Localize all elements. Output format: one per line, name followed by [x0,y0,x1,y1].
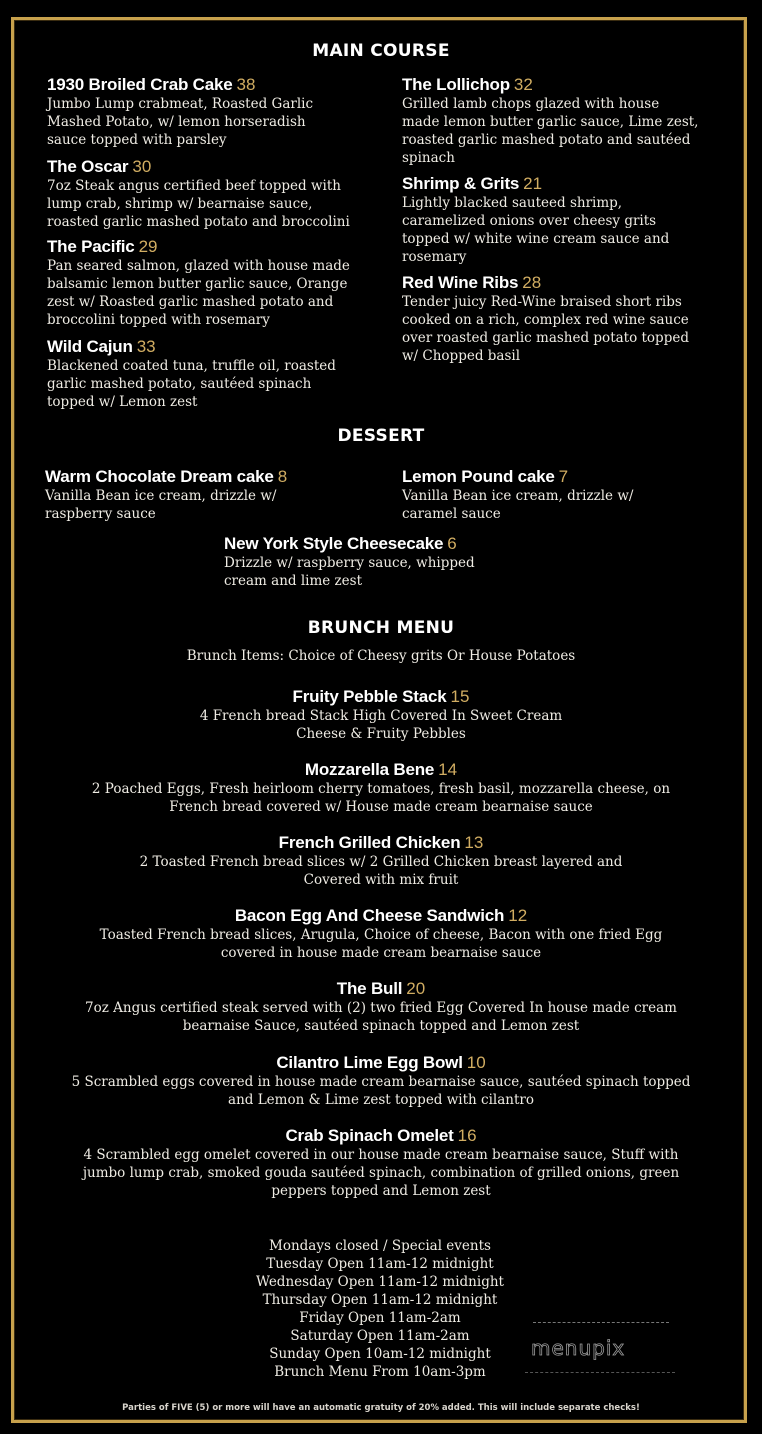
hours-line: Mondays closed / Special events [269,1238,491,1254]
item-price: 7 [558,467,569,486]
item-description: Vanilla Bean ice cream, drizzle w/ raspberry sauce [45,488,277,522]
item-description: Jumbo Lump crabmeat, Roasted Garlic Mashed Potato, w/ lemon horseradish sauce topped with parsley [47,96,314,148]
item-price: 29 [138,237,158,256]
item-price: 15 [450,687,470,706]
item-price: 38 [236,75,256,94]
hours-line: Wednesday Open 11am-12 midnight [256,1274,504,1290]
item-description: Lightly blacked sauteed shrimp, caramelized onions over cheesy grits topped w/ white wine cream sauce and rosemary [402,195,670,265]
item-price: 21 [523,174,543,193]
item-description: Grilled lamb chops glazed with house made lemon butter garlic sauce, Lime zest, roasted garlic mashed potato and sautéed spinach [402,96,699,166]
menu-item [40,687,722,743]
menu-item [40,833,722,889]
item-name: Cilantro Lime Egg Bowl [276,1053,463,1072]
item-description: Tender juicy Red-Wine braised short ribs cooked on a rich, complex red wine sauce over roasted garlic mashed potato topped w/ Chopped basil [402,294,689,364]
menu-item [47,157,387,231]
main-course-heading: MAIN COURSE [312,41,450,61]
menu-item [40,979,722,1035]
item-price: 13 [464,833,484,852]
item-description: Toasted French bread slices, Arugula, Choice of cheese, Bacon with one fried Egg covered in house made cream bearnaise sauce [99,927,663,961]
menupix-watermark [525,1322,685,1382]
item-name: New York Style Cheesecake [224,534,444,553]
item-name: The Oscar [47,157,129,176]
menu-item [40,1126,722,1200]
menu-item [40,1053,722,1109]
item-description: Vanilla Bean ice cream, drizzle w/ caramel sauce [402,488,634,522]
item-description: 4 Scrambled egg omelet covered in our house made cream bearnaise sauce, Stuff with jumbo lump crab, smoked gouda sautéed spinach, combination of grilled onions, green peppers topped and Lemon zest [82,1147,680,1199]
item-description: 7oz Angus certified steak served with (2) two fried Egg Covered In house made cream bearnaise Sauce, sautéed spinach topped and Lemon zest [85,1000,677,1034]
item-name: Bacon Egg And Cheese Sandwich [234,906,505,925]
item-name: Crab Spinach Omelet [285,1126,454,1145]
watermark-dash-bottom [525,1372,675,1373]
hours-line: Friday Open 11am-2am [299,1310,461,1326]
gratuity-note: Parties of FIVE (5) or more will have an automatic gratuity of 20% added. This will include separate checks! [122,1403,640,1413]
item-name: 1930 Broiled Crab Cake [47,75,233,94]
item-name: Warm Chocolate Dream cake [45,467,274,486]
menu-item [224,534,564,590]
item-description: Blackened coated tuna, truffle oil, roasted garlic mashed potato, sautéed spinach topped w/ Lemon zest [47,358,336,410]
item-name: The Pacific [47,237,135,256]
item-name: Wild Cajun [47,337,133,356]
watermark-dash-top [533,1322,669,1323]
brunch-note: Brunch Items: Choice of Cheesy grits Or House Potatoes [186,648,576,664]
item-name: Lemon Pound cake [402,467,555,486]
hours-line: Sunday Open 10am-12 midnight [269,1346,491,1362]
item-name: The Bull [336,979,403,998]
item-description: 2 Toasted French bread slices w/ 2 Grilled Chicken breast layered and Covered with mix fruit [139,854,623,888]
item-price: 6 [447,534,457,553]
item-name: Red Wine Ribs [402,273,519,292]
dessert-heading: DESSERT [337,426,425,446]
brunch-heading: BRUNCH MENU [307,618,455,638]
menu-item [402,467,732,523]
item-name: Shrimp & Grits [402,174,520,193]
item-price: 28 [522,273,542,292]
item-description: Pan seared salmon, glazed with house made balsamic lemon butter garlic sauce, Orange zest w/ Roasted garlic mashed potato and broccolini topped with rosemary [47,258,350,328]
item-name: French Grilled Chicken [278,833,461,852]
item-description: 2 Poached Eggs, Fresh heirloom cherry tomatoes, fresh basil, mozzarella cheese, on French bread covered w/ House made cream bearnaise sauce [91,781,671,815]
menu-item [47,237,387,329]
hours-line: Saturday Open 11am-2am [290,1328,470,1344]
item-price: 20 [406,979,426,998]
menu-item [47,75,387,149]
item-price: 8 [277,467,288,486]
menu-item [40,906,722,962]
item-price: 14 [438,760,458,779]
menu-item [402,174,732,266]
item-price: 12 [508,906,528,925]
menu-item [402,75,732,167]
item-price: 30 [132,157,152,176]
menu-item [40,760,722,816]
item-name: The Lollichop [402,75,510,94]
item-price: 16 [457,1126,477,1145]
menu-item [47,337,387,411]
item-description: 7oz Steak angus certified beef topped with lump crab, shrimp w/ bearnaise sauce, roasted garlic mashed potato and broccolini [47,178,350,230]
item-name: Fruity Pebble Stack [292,687,447,706]
menu-item [402,273,732,365]
item-price: 33 [136,337,156,356]
opening-hours [230,1237,530,1381]
item-price: 32 [513,75,533,94]
hours-line: Tuesday Open 11am-12 midnight [266,1256,494,1272]
hours-line: Brunch Menu From 10am-3pm [274,1364,486,1380]
item-description: Drizzle w/ raspberry sauce, whipped cream and lime zest [224,555,475,589]
hours-line: Thursday Open 11am-12 midnight [262,1292,498,1308]
item-description: 4 French bread Stack High Covered In Sweet Cream Cheese & Fruity Pebbles [199,708,563,742]
item-price: 10 [466,1053,486,1072]
item-description: 5 Scrambled eggs covered in house made cream bearnaise sauce, sautéed spinach topped and Lemon & Lime zest topped with cilantro [71,1074,691,1108]
watermark-text: menupix [531,1336,626,1360]
menu-item [45,467,385,523]
item-name: Mozzarella Bene [304,760,435,779]
